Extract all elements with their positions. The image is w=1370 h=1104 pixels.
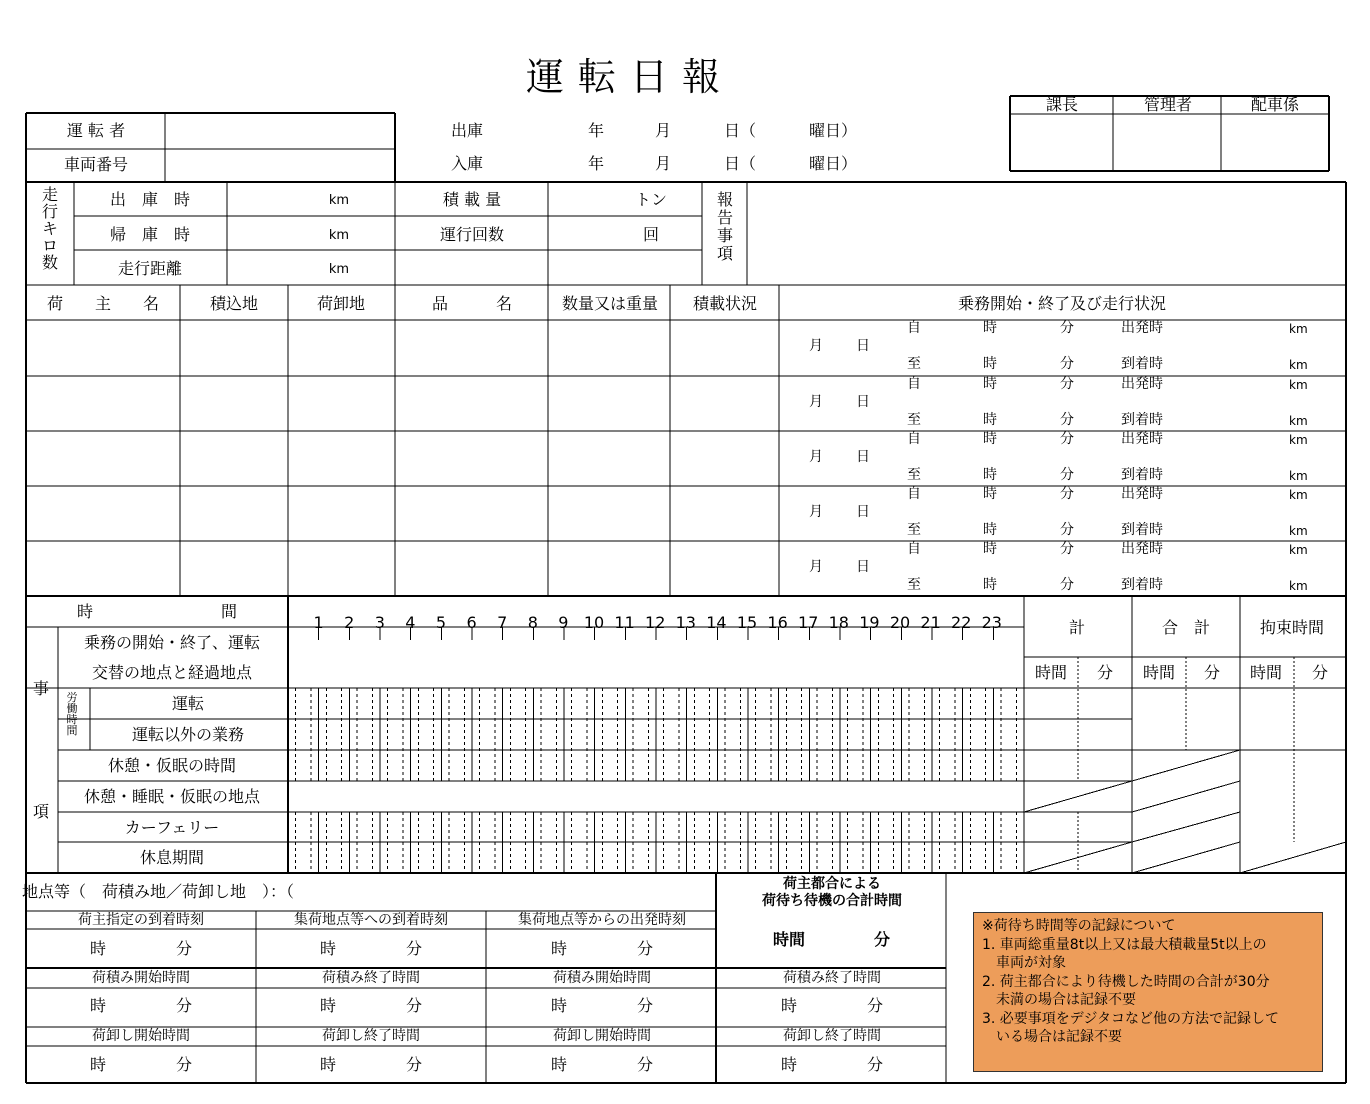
row-label-rest-period: 休息期間: [139, 848, 205, 867]
hour-tick-label: 12: [645, 613, 666, 632]
waiting-hour-label: 時: [780, 996, 798, 1015]
from-label: 自: [907, 541, 921, 557]
cargo-header-shipper: 荷 主 名: [46, 294, 160, 313]
cargo-header-loading: 積込地: [209, 294, 259, 313]
times-unit: 回: [642, 225, 660, 244]
km-unit: km: [328, 228, 350, 243]
waiting-minute-label: 分: [175, 1055, 193, 1074]
month-label: 月: [809, 449, 823, 465]
waiting-hour-label: 時: [550, 996, 568, 1015]
grid-line: [1132, 842, 1240, 873]
arrive-time-label: 到着時: [1121, 577, 1163, 593]
waiting-hour-label: 時: [319, 996, 337, 1015]
cargo-shipper-cell[interactable]: [28, 432, 178, 484]
hour-tick-label: 9: [558, 613, 569, 632]
hour-tick-label: 5: [435, 613, 447, 632]
restraint-hour-label: 時間: [1249, 663, 1283, 682]
minute-label: 分: [1060, 577, 1074, 593]
waiting-minute-label: 分: [636, 996, 654, 1015]
minute-label: 分: [1060, 467, 1074, 483]
minute-label: 分: [1060, 320, 1074, 336]
day-label: 日: [856, 559, 870, 575]
cargo-shipper-cell[interactable]: [28, 377, 178, 429]
waiting-hour-label: 時: [780, 1055, 798, 1074]
trips-label: 運行回数: [439, 225, 505, 244]
waiting-header: 集荷地点等への到着時刻: [294, 912, 448, 928]
waiting-hour-label: 時: [319, 1055, 337, 1074]
row-label-ferry: カーフェリー: [124, 818, 220, 837]
arrive-time-label: 到着時: [1121, 412, 1163, 428]
ton-unit: トン: [634, 190, 668, 209]
minute-label: 分: [1060, 356, 1074, 372]
waiting-header: 集荷地点等からの出発時刻: [518, 912, 686, 928]
grid-line: [1132, 812, 1240, 842]
hour-tick-label: 15: [736, 613, 758, 632]
waiting-minute-label: 分: [636, 1055, 654, 1074]
km-unit: km: [1289, 543, 1308, 557]
km-unit: km: [1289, 433, 1308, 447]
return-month: 月: [654, 154, 672, 173]
waiting-header: 荷積み開始時間: [553, 970, 651, 986]
hour-label: 時: [983, 522, 997, 538]
return-day: 日（: [724, 154, 757, 173]
labor-time-label: 労 働 時 間: [66, 691, 78, 737]
hour-label: 時: [983, 486, 997, 502]
driver-field[interactable]: [167, 115, 393, 148]
report-side-label: 報 告 事 項: [716, 190, 733, 263]
day-label: 日: [856, 504, 870, 520]
minute-label: 分: [1060, 522, 1074, 538]
odometer-side-label: 走 行 キ ロ 数: [41, 185, 58, 272]
to-label: 至: [907, 356, 921, 372]
arrive-time-label: 到着時: [1121, 356, 1163, 372]
grand-total-minute-label: 分: [1203, 663, 1221, 682]
grid-line: [1132, 750, 1240, 781]
cargo-header-quantity: 数量又は重量: [561, 294, 659, 313]
depart-time-label: 出発時: [1121, 320, 1163, 336]
depart-year: 年: [587, 121, 605, 140]
hour-tick-label: 16: [767, 613, 788, 632]
from-label: 自: [907, 486, 921, 502]
items-side-label-bottom: 項: [33, 802, 50, 821]
items-side-label-top: 事: [33, 679, 50, 698]
hour-tick-label: 13: [675, 613, 696, 632]
to-label: 至: [907, 467, 921, 483]
row-label-change-points: 交替の地点と経過地点: [91, 663, 253, 682]
row-label-rest-time: 休憩・仮眠の時間: [107, 756, 237, 775]
hour-tick-label: 20: [889, 613, 911, 632]
hour-tick-label: 7: [497, 613, 508, 632]
waiting-minute-label: 分: [636, 939, 654, 958]
km-unit: km: [328, 193, 350, 208]
row-label-driving: 運転: [171, 694, 205, 713]
day-label: 日: [856, 449, 870, 465]
minute-label: 分: [1060, 412, 1074, 428]
restraint-minute-label: 分: [1311, 663, 1329, 682]
grand-total-label: 合 計: [1161, 618, 1211, 637]
hour-tick-label: 19: [859, 613, 880, 632]
hour-label: 時: [983, 376, 997, 392]
odometer-depart-label: 出 庫 時: [109, 190, 191, 209]
day-label: 日: [856, 338, 870, 354]
minute-label: 分: [1060, 541, 1074, 557]
arrive-time-label: 到着時: [1121, 522, 1163, 538]
waiting-minute-label: 分: [405, 1055, 423, 1074]
hour-label: 時: [983, 467, 997, 483]
arrive-time-label: 到着時: [1121, 467, 1163, 483]
approval-label-manager: 管理者: [1143, 95, 1193, 114]
to-label: 至: [907, 412, 921, 428]
waiting-header: 荷卸し開始時間: [92, 1028, 190, 1044]
grid-line: [1132, 781, 1240, 812]
km-unit: km: [328, 262, 350, 277]
to-label: 至: [907, 522, 921, 538]
hour-tick-label: 3: [374, 613, 385, 632]
return-weekday: 曜日）: [809, 154, 858, 173]
total-minute-label: 分: [1096, 663, 1114, 682]
depart-time-label: 出発時: [1121, 376, 1163, 392]
waiting-hour-label: 時: [319, 939, 337, 958]
waiting-header: 荷卸し終了時間: [783, 1028, 881, 1044]
waiting-header: 荷積み終了時間: [322, 970, 420, 986]
waiting-box-hour: 時間: [773, 930, 806, 949]
vehicle-number-label: 車両番号: [63, 155, 129, 174]
day-label: 日: [856, 394, 870, 410]
hour-tick-label: 11: [614, 613, 635, 632]
vehicle-number-field[interactable]: [167, 150, 393, 181]
waiting-box-title-1: 荷主都合による: [783, 876, 881, 892]
waiting-box-title-2: 荷待ち待機の合計時間: [762, 893, 902, 909]
depart-day: 日（: [724, 121, 757, 140]
km-unit: km: [1289, 579, 1308, 593]
grand-total-hour-label: 時間: [1142, 663, 1176, 682]
km-unit: km: [1289, 322, 1308, 336]
hour-tick-label: 8: [527, 613, 538, 632]
approval-stamp-manager[interactable]: [1115, 114, 1219, 170]
waiting-minute-label: 分: [866, 1055, 884, 1074]
row-label-other-work: 運転以外の業務: [131, 725, 245, 744]
waiting-hour-label: 時: [89, 1055, 107, 1074]
hour-label: 時: [983, 431, 997, 447]
row-label-start-end: 乗務の開始・終了、運転: [83, 633, 261, 652]
grid-line: [1024, 781, 1132, 812]
hour-label: 時: [983, 320, 997, 336]
depart-weekday: 曜日）: [809, 121, 858, 140]
depart-time-label: 出発時: [1121, 541, 1163, 557]
to-label: 至: [907, 577, 921, 593]
load-label: 積 載 量: [442, 190, 502, 209]
month-label: 月: [809, 559, 823, 575]
cargo-header-item: 品 名: [431, 294, 513, 313]
km-unit: km: [1289, 488, 1308, 502]
cargo-header-load-status: 積載状況: [692, 294, 758, 313]
waiting-minute-label: 分: [405, 939, 423, 958]
month-label: 月: [809, 394, 823, 410]
row-label-rest-place: 休憩・睡眠・仮眠の地点: [83, 787, 261, 806]
driver-label: 運 転 者: [66, 121, 126, 140]
km-unit: km: [1289, 524, 1308, 538]
cargo-shipper-cell[interactable]: [28, 487, 178, 539]
approval-stamp-dispatcher[interactable]: [1223, 114, 1327, 170]
waiting-header: 荷積み終了時間: [783, 970, 881, 986]
hour-label: 時: [983, 541, 997, 557]
hour-tick-label: 23: [981, 613, 1002, 632]
grid-line: [1240, 842, 1346, 873]
odometer-return-label: 帰 庫 時: [109, 225, 191, 244]
report-field[interactable]: [749, 184, 1345, 283]
from-label: 自: [907, 320, 921, 336]
hour-tick-label: 1: [313, 613, 324, 632]
waiting-header: 荷卸し開始時間: [553, 1028, 651, 1044]
depart-time-label: 出発時: [1121, 486, 1163, 502]
hour-tick-label: 22: [951, 613, 972, 632]
hour-label: 時: [983, 356, 997, 372]
waiting-hour-label: 時: [89, 996, 107, 1015]
hour-label: 時: [983, 412, 997, 428]
month-label: 月: [809, 504, 823, 520]
waiting-minute-label: 分: [866, 996, 884, 1015]
cargo-shipper-cell[interactable]: [28, 321, 178, 373]
waiting-location-line: 地点等（ 荷積み地／荷卸し地 ）：（: [22, 882, 295, 901]
total-hour-label: 時間: [1034, 663, 1068, 682]
waiting-hour-label: 時: [550, 939, 568, 958]
km-unit: km: [1289, 378, 1308, 392]
waiting-header: 荷主指定の到着時刻: [78, 912, 204, 928]
cargo-header-unloading: 荷卸地: [316, 294, 366, 313]
hour-tick-label: 14: [706, 613, 727, 632]
hour-tick-label: 10: [583, 613, 605, 632]
hour-tick-label: 6: [466, 613, 477, 632]
km-unit: km: [1289, 469, 1308, 483]
waiting-box-minute: 分: [874, 930, 891, 949]
cargo-shipper-cell[interactable]: [28, 542, 178, 594]
restraint-time-label: 拘束時間: [1259, 618, 1325, 637]
waiting-minute-label: 分: [175, 939, 193, 958]
km-unit: km: [1289, 358, 1308, 372]
from-label: 自: [907, 431, 921, 447]
waiting-minute-label: 分: [405, 996, 423, 1015]
from-label: 自: [907, 376, 921, 392]
page-title: 運転日報: [525, 55, 735, 99]
waiting-header: 荷卸し終了時間: [322, 1028, 420, 1044]
hour-tick-label: 4: [405, 613, 416, 632]
cargo-header-operation: 乗務開始・終了及び走行状況: [957, 294, 1167, 313]
approval-stamp-section-chief[interactable]: [1011, 114, 1112, 170]
minute-label: 分: [1060, 376, 1074, 392]
hour-tick-label: 18: [828, 613, 849, 632]
waiting-time-notice: ※荷待ち時間等の記録について 1. 車両総重量8t以上又は最大積載量5t以上の 車両が対象 2. 荷主都合により待機した時間の合計が30分 未満の場合は記録不要 3. 必要事項をデジタコなど他の方法で記録して いる場合は記録不要: [973, 912, 1323, 1072]
waiting-hour-label: 時: [89, 939, 107, 958]
waiting-minute-label: 分: [175, 996, 193, 1015]
month-label: 月: [809, 338, 823, 354]
hour-tick-label: 17: [798, 613, 819, 632]
depart-time-label: 出発時: [1121, 431, 1163, 447]
return-label: 入庫: [450, 154, 484, 173]
depart-month: 月: [654, 121, 672, 140]
minute-label: 分: [1060, 431, 1074, 447]
waiting-header: 荷積み開始時間: [92, 970, 190, 986]
time-label: 時 間: [76, 602, 238, 621]
depart-label: 出庫: [450, 121, 484, 140]
approval-label-section-chief: 課長: [1045, 95, 1079, 114]
hour-tick-label: 2: [344, 613, 355, 632]
minute-label: 分: [1060, 486, 1074, 502]
hour-label: 時: [983, 577, 997, 593]
hour-tick-label: 21: [920, 613, 941, 632]
approval-label-dispatcher: 配車係: [1250, 95, 1300, 114]
km-unit: km: [1289, 414, 1308, 428]
total-label: 計: [1068, 618, 1086, 637]
odometer-distance-label: 走行距離: [117, 259, 183, 278]
waiting-hour-label: 時: [550, 1055, 568, 1074]
return-year: 年: [587, 154, 605, 173]
